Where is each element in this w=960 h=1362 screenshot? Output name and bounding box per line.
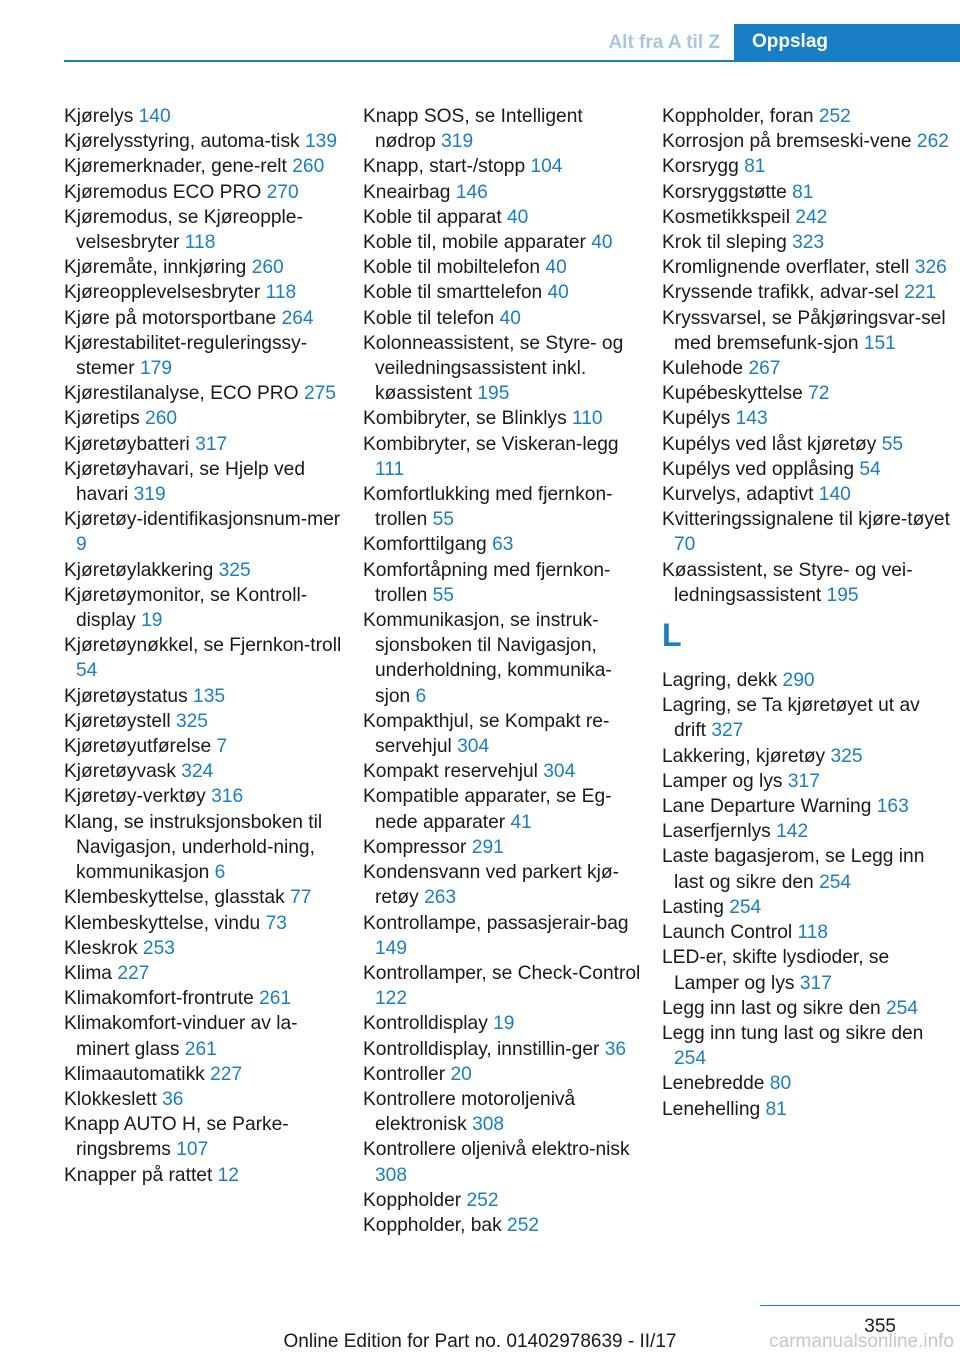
entry-term: Koppholder, foran (662, 106, 814, 127)
index-entry (363, 532, 643, 557)
entry-term: Kjørestabilitet-reguleringssy-stemer (64, 332, 308, 380)
index-entry (64, 709, 344, 734)
page-link[interactable]: 111 (375, 458, 405, 480)
entry-term: Kryssende trafikk, advar-sel (662, 282, 899, 304)
page-link[interactable]: 267 (748, 358, 781, 380)
page-link[interactable]: 40 (507, 206, 529, 228)
index-entry (64, 306, 344, 331)
entry-term: Komfortlukking med fjernkon-trollen (363, 484, 613, 531)
index-entry (363, 1062, 643, 1087)
entry-term: Klang, se instruksjonsboken til Navigasjon, underhold-ning, kommunikasjon (64, 811, 323, 884)
entry-term: Koble til apparat (363, 206, 502, 228)
index-entry (64, 381, 344, 406)
page-link[interactable]: 252 (507, 1214, 540, 1236)
page-link[interactable]: 195 (477, 383, 510, 405)
page-link[interactable]: 36 (162, 1088, 184, 1110)
entry-term: Koble til telefon (363, 307, 495, 329)
entry-term: Kjøretøylakkering (64, 559, 214, 581)
entry-term: Kupébeskyttelse (662, 383, 803, 405)
page-link[interactable]: 19 (141, 610, 163, 632)
page-link[interactable]: 142 (776, 821, 809, 843)
entry-term: Komforttilgang (363, 534, 487, 556)
entry-term: Korrosjon på bremseski-vene (662, 131, 912, 153)
entry-term: Kupélys ved låst kjøretøy (662, 433, 877, 455)
index-entry (662, 280, 952, 305)
entry-term: Klimaautomatikk (64, 1063, 205, 1085)
entry-term: Kjøretøy-identifikasjonsnum-mer (64, 509, 341, 531)
index-entry (64, 331, 344, 381)
page-link[interactable]: 252 (466, 1189, 499, 1211)
index-entry (662, 1071, 952, 1096)
index-entry (64, 810, 344, 886)
page-link[interactable]: 242 (795, 206, 828, 228)
entry-term: Klembeskyttelse, vindu (64, 912, 261, 934)
entry-term: Kleskrok (64, 937, 138, 959)
index-entry (64, 1163, 344, 1188)
page-link[interactable]: 143 (735, 408, 768, 430)
index-entry (64, 759, 344, 784)
entry-term: Klima (64, 962, 112, 984)
page-link[interactable]: 40 (499, 307, 521, 329)
index-entry (64, 961, 344, 986)
entry-term: Lane Departure Warning (662, 796, 872, 818)
entry-term: Lakkering, kjøretøy (662, 745, 826, 767)
entry-term: Kvitteringssignalene til kjøre-tøyet (662, 509, 950, 531)
page-link[interactable]: 308 (375, 1164, 408, 1186)
index-entry (64, 633, 344, 683)
page-link[interactable]: 221 (904, 282, 937, 304)
entry-term: Laserfjernlys (662, 821, 771, 843)
page-link[interactable]: 41 (510, 811, 532, 833)
index-entry (662, 744, 952, 769)
page-link[interactable]: 290 (782, 670, 815, 692)
index-group-l (662, 668, 952, 1122)
entry-term: Kontroller (363, 1063, 446, 1085)
page-link[interactable]: 7 (216, 736, 228, 758)
index-column-2 (363, 104, 643, 1238)
index-entry (363, 835, 643, 860)
entry-term: Kommunikasjon, se instruk-sjonsboken til Navigasjon, underholdning, kommunika-sjon (363, 610, 612, 707)
page-link[interactable]: 325 (218, 559, 251, 581)
entry-term: Klembeskyttelse, glasstak (64, 887, 285, 909)
index-entry (662, 920, 952, 945)
page-link[interactable]: 20 (450, 1063, 472, 1085)
index-entry (662, 381, 952, 406)
entry-term: Lagring, se Ta kjøretøyet ut av drift (662, 695, 920, 742)
entry-term: Kjøretøyhavari, se Hjelp ved havari (64, 458, 305, 506)
index-entry (662, 255, 952, 280)
index-entry (363, 406, 643, 431)
entry-term: Køassistent, se Styre- og vei-ledningsassistent (662, 559, 913, 606)
entry-term: Kjøremodus ECO PRO (64, 181, 262, 203)
entry-term: Lenehelling (662, 1098, 761, 1120)
entry-term: Kryssvarsel, se Påkjøringsvar-sel med bremsefunk-sjon (662, 307, 946, 354)
page-link[interactable]: 149 (375, 937, 408, 959)
page-link[interactable]: 40 (545, 257, 567, 279)
index-group-k (662, 104, 952, 608)
page-link[interactable]: 252 (818, 106, 851, 127)
entry-term: Klimakomfort-vinduer av la-minert glass (64, 1013, 298, 1060)
index-entry (64, 1112, 344, 1162)
entry-term: Kontrolldisplay (363, 1013, 488, 1035)
index-entry (662, 1097, 952, 1122)
index-entry (363, 1137, 643, 1187)
index-entry (64, 558, 344, 583)
page-link[interactable]: 262 (916, 131, 949, 153)
page-link[interactable]: 140 (818, 484, 851, 506)
entry-term: Laste bagasjerom, se Legg inn last og sikre den (662, 846, 925, 893)
page-link[interactable]: 72 (808, 383, 830, 405)
index-entry (64, 432, 344, 457)
index-entry (64, 1062, 344, 1087)
entry-term: Kontrolldisplay, innstillin-ger (363, 1038, 600, 1060)
page-link[interactable]: 319 (133, 484, 166, 506)
index-entry (662, 769, 952, 794)
page-link[interactable]: 325 (830, 745, 863, 767)
entry-term: Legg inn tung last og sikre den (662, 1022, 924, 1044)
entry-term: Kontrollamper, se Check-Control (363, 962, 641, 984)
entry-term: Kulehode (662, 358, 744, 380)
page-link[interactable]: 304 (457, 736, 490, 758)
index-entry (363, 230, 643, 255)
index-entry (363, 306, 643, 331)
index-entry (363, 961, 643, 1011)
entry-term: Krok til sleping (662, 232, 787, 254)
index-entry (662, 205, 952, 230)
index-entry (662, 794, 952, 819)
edition-note: Online Edition for Part no. 01402978639 - II/17 (283, 1331, 677, 1352)
index-entry (64, 104, 344, 129)
index-entry (363, 1087, 643, 1137)
index-entry (662, 996, 952, 1021)
index-entry (64, 406, 344, 431)
entry-term: Kompressor (363, 836, 467, 858)
entry-term: Knapper på rattet (64, 1164, 213, 1186)
entry-term: Kjørelys (64, 106, 134, 127)
page-link[interactable]: 319 (441, 131, 474, 153)
entry-term: Koble til smarttelefon (363, 282, 543, 304)
letter-heading: L (662, 617, 682, 654)
page-link[interactable]: 140 (138, 106, 171, 127)
index-entry (64, 583, 344, 633)
index-entry (64, 280, 344, 305)
page-link[interactable]: 80 (769, 1073, 792, 1095)
page-link[interactable]: 6 (214, 862, 226, 884)
page-link[interactable]: 146 (455, 181, 488, 203)
entry-term: Koppholder, bak (363, 1214, 502, 1236)
index-entry (662, 945, 952, 995)
page-link[interactable]: 275 (303, 383, 336, 405)
page-link[interactable]: 81 (765, 1098, 787, 1120)
index-entry (363, 558, 643, 608)
page-link[interactable]: 326 (914, 257, 947, 279)
index-entry (64, 734, 344, 759)
index-entry (662, 1021, 952, 1071)
entry-term: Kjøretøyvask (64, 761, 176, 783)
entry-term: Kompatible apparater, se Eg-nede apparater (363, 786, 612, 833)
page-link[interactable]: 254 (886, 997, 919, 1019)
entry-term: Kolonneassistent, se Styre- og veiledningsassistent inkl. køassistent (363, 332, 624, 405)
entry-term: Kombibryter, se Viskeran-legg (363, 433, 619, 455)
page-link[interactable]: 118 (184, 232, 216, 254)
entry-term: Kompakthjul, se Kompakt re-servehjul (363, 710, 610, 758)
index-entry (363, 1011, 643, 1036)
entry-term: Lamper og lys (662, 770, 783, 792)
page-link[interactable]: 179 (139, 358, 172, 380)
page-link[interactable]: 19 (493, 1013, 515, 1035)
page-link[interactable]: 324 (181, 761, 214, 783)
page-link[interactable]: 261 (184, 1038, 217, 1060)
index-entry (64, 255, 344, 280)
entry-term: Kjøre på motorsportbane (64, 307, 277, 329)
page-link[interactable]: 81 (792, 181, 814, 203)
entry-term: Kjøremåte, innkjøring (64, 257, 247, 279)
index-entry (662, 844, 952, 894)
page-link[interactable]: 63 (492, 534, 514, 556)
page-header (64, 26, 960, 62)
index-entry (363, 104, 643, 154)
page-link[interactable]: 9 (76, 534, 87, 556)
index-entry (662, 482, 952, 507)
index-column-1 (64, 104, 344, 1188)
index-entry (64, 986, 344, 1011)
page-link[interactable]: 118 (797, 922, 829, 944)
index-entry (363, 709, 643, 759)
index-entry (363, 911, 643, 961)
page-link[interactable]: 253 (142, 937, 175, 959)
entry-term: Lenebredde (662, 1073, 765, 1095)
index-entry (363, 1037, 643, 1062)
entry-term: Kjøretøystatus (64, 685, 188, 707)
index-entry (64, 936, 344, 961)
entry-term: Kjøretøymonitor, se Kontroll-display (64, 584, 308, 632)
entry-term: Kontrollampe, passasjerair-bag (363, 912, 629, 934)
page-link[interactable]: 118 (265, 282, 297, 304)
entry-term: Lasting (662, 896, 724, 918)
page-link[interactable]: 139 (304, 131, 337, 153)
page-link[interactable]: 70 (674, 534, 696, 556)
page-link[interactable]: 104 (530, 156, 563, 178)
page-link[interactable]: 323 (792, 232, 825, 254)
watermark: carmanualsonline.info (769, 1331, 954, 1352)
index-entry (662, 306, 952, 356)
index-entry (662, 180, 952, 205)
index-entry (363, 432, 643, 482)
section-tab: Oppslag (734, 24, 960, 60)
index-entry (662, 104, 952, 129)
page-link[interactable]: 270 (266, 181, 299, 203)
index-column-3 (662, 104, 952, 1122)
page-link[interactable]: 316 (211, 786, 244, 808)
page-link[interactable]: 195 (826, 584, 859, 606)
index-entry (64, 885, 344, 910)
index-entry (64, 1087, 344, 1112)
entry-term: Legg inn last og sikre den (662, 997, 881, 1019)
index-entry (363, 180, 643, 205)
page-link[interactable]: 81 (744, 156, 766, 178)
entry-term: Kjøretøyutførelse (64, 736, 212, 758)
page-link[interactable]: 317 (787, 770, 820, 792)
page-link[interactable]: 260 (292, 156, 325, 178)
entry-term: Lagring, dekk (662, 670, 778, 692)
index-entry (64, 180, 344, 205)
page-link[interactable]: 54 (859, 458, 881, 480)
entry-term: Koppholder (363, 1189, 462, 1211)
entry-term: Kontrollere motoroljenivå elektronisk (363, 1088, 576, 1136)
page-link[interactable]: 260 (251, 257, 284, 279)
page-link[interactable]: 304 (543, 761, 576, 783)
entry-term: LED-er, skifte lysdioder, se Lamper og lys (662, 947, 890, 994)
page-link[interactable]: 325 (175, 710, 208, 732)
page-link[interactable]: 317 (195, 433, 228, 455)
page-link[interactable]: 6 (415, 685, 427, 707)
index-entry (64, 154, 344, 179)
index-entry (363, 1188, 643, 1213)
index-entry (363, 759, 643, 784)
index-entry (363, 1213, 643, 1238)
page-number: 355 (864, 1316, 896, 1337)
entry-term: Kurvelys, adaptivt (662, 484, 814, 506)
page-link[interactable]: 327 (711, 720, 744, 742)
entry-term: Klimakomfort-frontrute (64, 988, 254, 1010)
entry-term: Kjøretøystell (64, 710, 171, 732)
page-link[interactable]: 260 (145, 408, 178, 430)
index-entry (64, 457, 344, 507)
entry-term: Knapp AUTO H, se Parke-ringsbrems (64, 1114, 289, 1161)
page-link[interactable]: 36 (604, 1038, 627, 1060)
section-title: Alt fra A til Z (608, 32, 720, 53)
page-link[interactable]: 54 (76, 660, 98, 682)
entry-term: Koble til, mobile apparater (363, 232, 586, 254)
page-link[interactable]: 40 (591, 232, 613, 254)
page-link[interactable]: 254 (819, 871, 852, 893)
entry-term: Kompakt reservehjul (363, 761, 538, 783)
index-entry (64, 1011, 344, 1061)
index-entry (363, 205, 643, 230)
index-entry (662, 558, 952, 608)
page-link[interactable]: 227 (117, 962, 150, 984)
page-link[interactable]: 12 (217, 1164, 239, 1186)
entry-term: Kjørestilanalyse, ECO PRO (64, 383, 299, 405)
page-link[interactable]: 107 (176, 1139, 209, 1161)
entry-term: Kjøretøynøkkel, se Fjernkon-troll (64, 635, 342, 657)
index-entry (662, 507, 952, 557)
entry-term: Kondensvann ved parkert kjø-retøy (363, 862, 619, 909)
entry-term: Koble til mobiltelefon (363, 257, 541, 279)
index-entry (662, 668, 952, 693)
entry-term: Launch Control (662, 922, 793, 944)
index-entry (64, 684, 344, 709)
page-link[interactable]: 55 (881, 433, 904, 455)
entry-term: Kjøremerknader, gene-relt (64, 156, 287, 178)
index-entry (662, 406, 952, 431)
page-link[interactable]: 264 (281, 307, 314, 329)
page-link[interactable]: 254 (674, 1048, 707, 1070)
index-entry (662, 129, 952, 154)
index-entry (64, 507, 344, 557)
entry-term: Knapp SOS, se Intelligent nødrop (363, 106, 583, 153)
index-entry (363, 860, 643, 910)
page-link[interactable]: 261 (259, 988, 292, 1010)
entry-term: Klokkeslett (64, 1088, 157, 1110)
page-link[interactable]: 317 (799, 972, 832, 994)
entry-term: Korsryggstøtte (662, 181, 787, 203)
page-link[interactable]: 151 (863, 332, 896, 354)
page-link[interactable]: 122 (375, 988, 408, 1010)
entry-term: Knapp, start-/stopp (363, 156, 526, 178)
index-entry (64, 129, 344, 154)
index-entry (363, 331, 643, 407)
entry-term: Kupélys ved opplåsing (662, 458, 855, 480)
entry-term: Kombibryter, se Blinklys (363, 408, 567, 430)
entry-term: Kontrollere oljenivå elektro-nisk (363, 1139, 630, 1161)
index-entry (64, 911, 344, 936)
entry-term: Kromlignende overflater, stell (662, 257, 910, 279)
index-entry (363, 280, 643, 305)
index-entry (662, 356, 952, 381)
entry-term: Kjøretøybatteri (64, 433, 190, 455)
index-entry (662, 230, 952, 255)
page-link[interactable]: 254 (729, 896, 762, 918)
entry-term: Komfortåpning med fjernkon-trollen (363, 559, 611, 606)
index-entry (363, 255, 643, 280)
page-link[interactable]: 227 (210, 1063, 243, 1085)
index-entry (363, 784, 643, 834)
index-entry (662, 895, 952, 920)
page-link[interactable]: 263 (424, 887, 457, 909)
index-entry (363, 608, 643, 709)
page-link[interactable]: 55 (432, 584, 454, 606)
page-link[interactable]: 77 (290, 887, 312, 909)
index-entry (64, 205, 344, 255)
index-entry (662, 819, 952, 844)
index-entry (363, 482, 643, 532)
footer-rule (760, 1305, 960, 1306)
index-entry (662, 457, 952, 482)
page-link[interactable]: 55 (432, 509, 454, 531)
index-entry (64, 784, 344, 809)
page-link[interactable]: 40 (547, 282, 569, 304)
page-link[interactable]: 308 (472, 1114, 505, 1136)
entry-term: Kjøretøy-verktøy (64, 786, 206, 808)
entry-term: Kjørelysstyring, automa-tisk (64, 131, 300, 153)
page-link[interactable]: 163 (876, 796, 909, 818)
entry-term: Kjøretips (64, 408, 140, 430)
index-entry (662, 432, 952, 457)
index-entry (662, 154, 952, 179)
page-link[interactable]: 135 (193, 685, 226, 707)
index-entry (363, 154, 643, 179)
entry-term: Kupélys (662, 408, 731, 430)
entry-term: Kneairbag (363, 181, 451, 203)
page-link[interactable]: 110 (572, 408, 603, 430)
entry-term: Korsrygg (662, 156, 739, 178)
index-entry (662, 693, 952, 743)
entry-term: Kjøreopplevelsesbryter (64, 282, 261, 304)
entry-term: Kosmetikkspeil (662, 206, 790, 228)
entry-term: Kjøremodus, se Kjøreopple-velsesbryter (64, 206, 303, 254)
page-link[interactable]: 291 (471, 836, 504, 858)
page-link[interactable]: 73 (265, 912, 287, 934)
